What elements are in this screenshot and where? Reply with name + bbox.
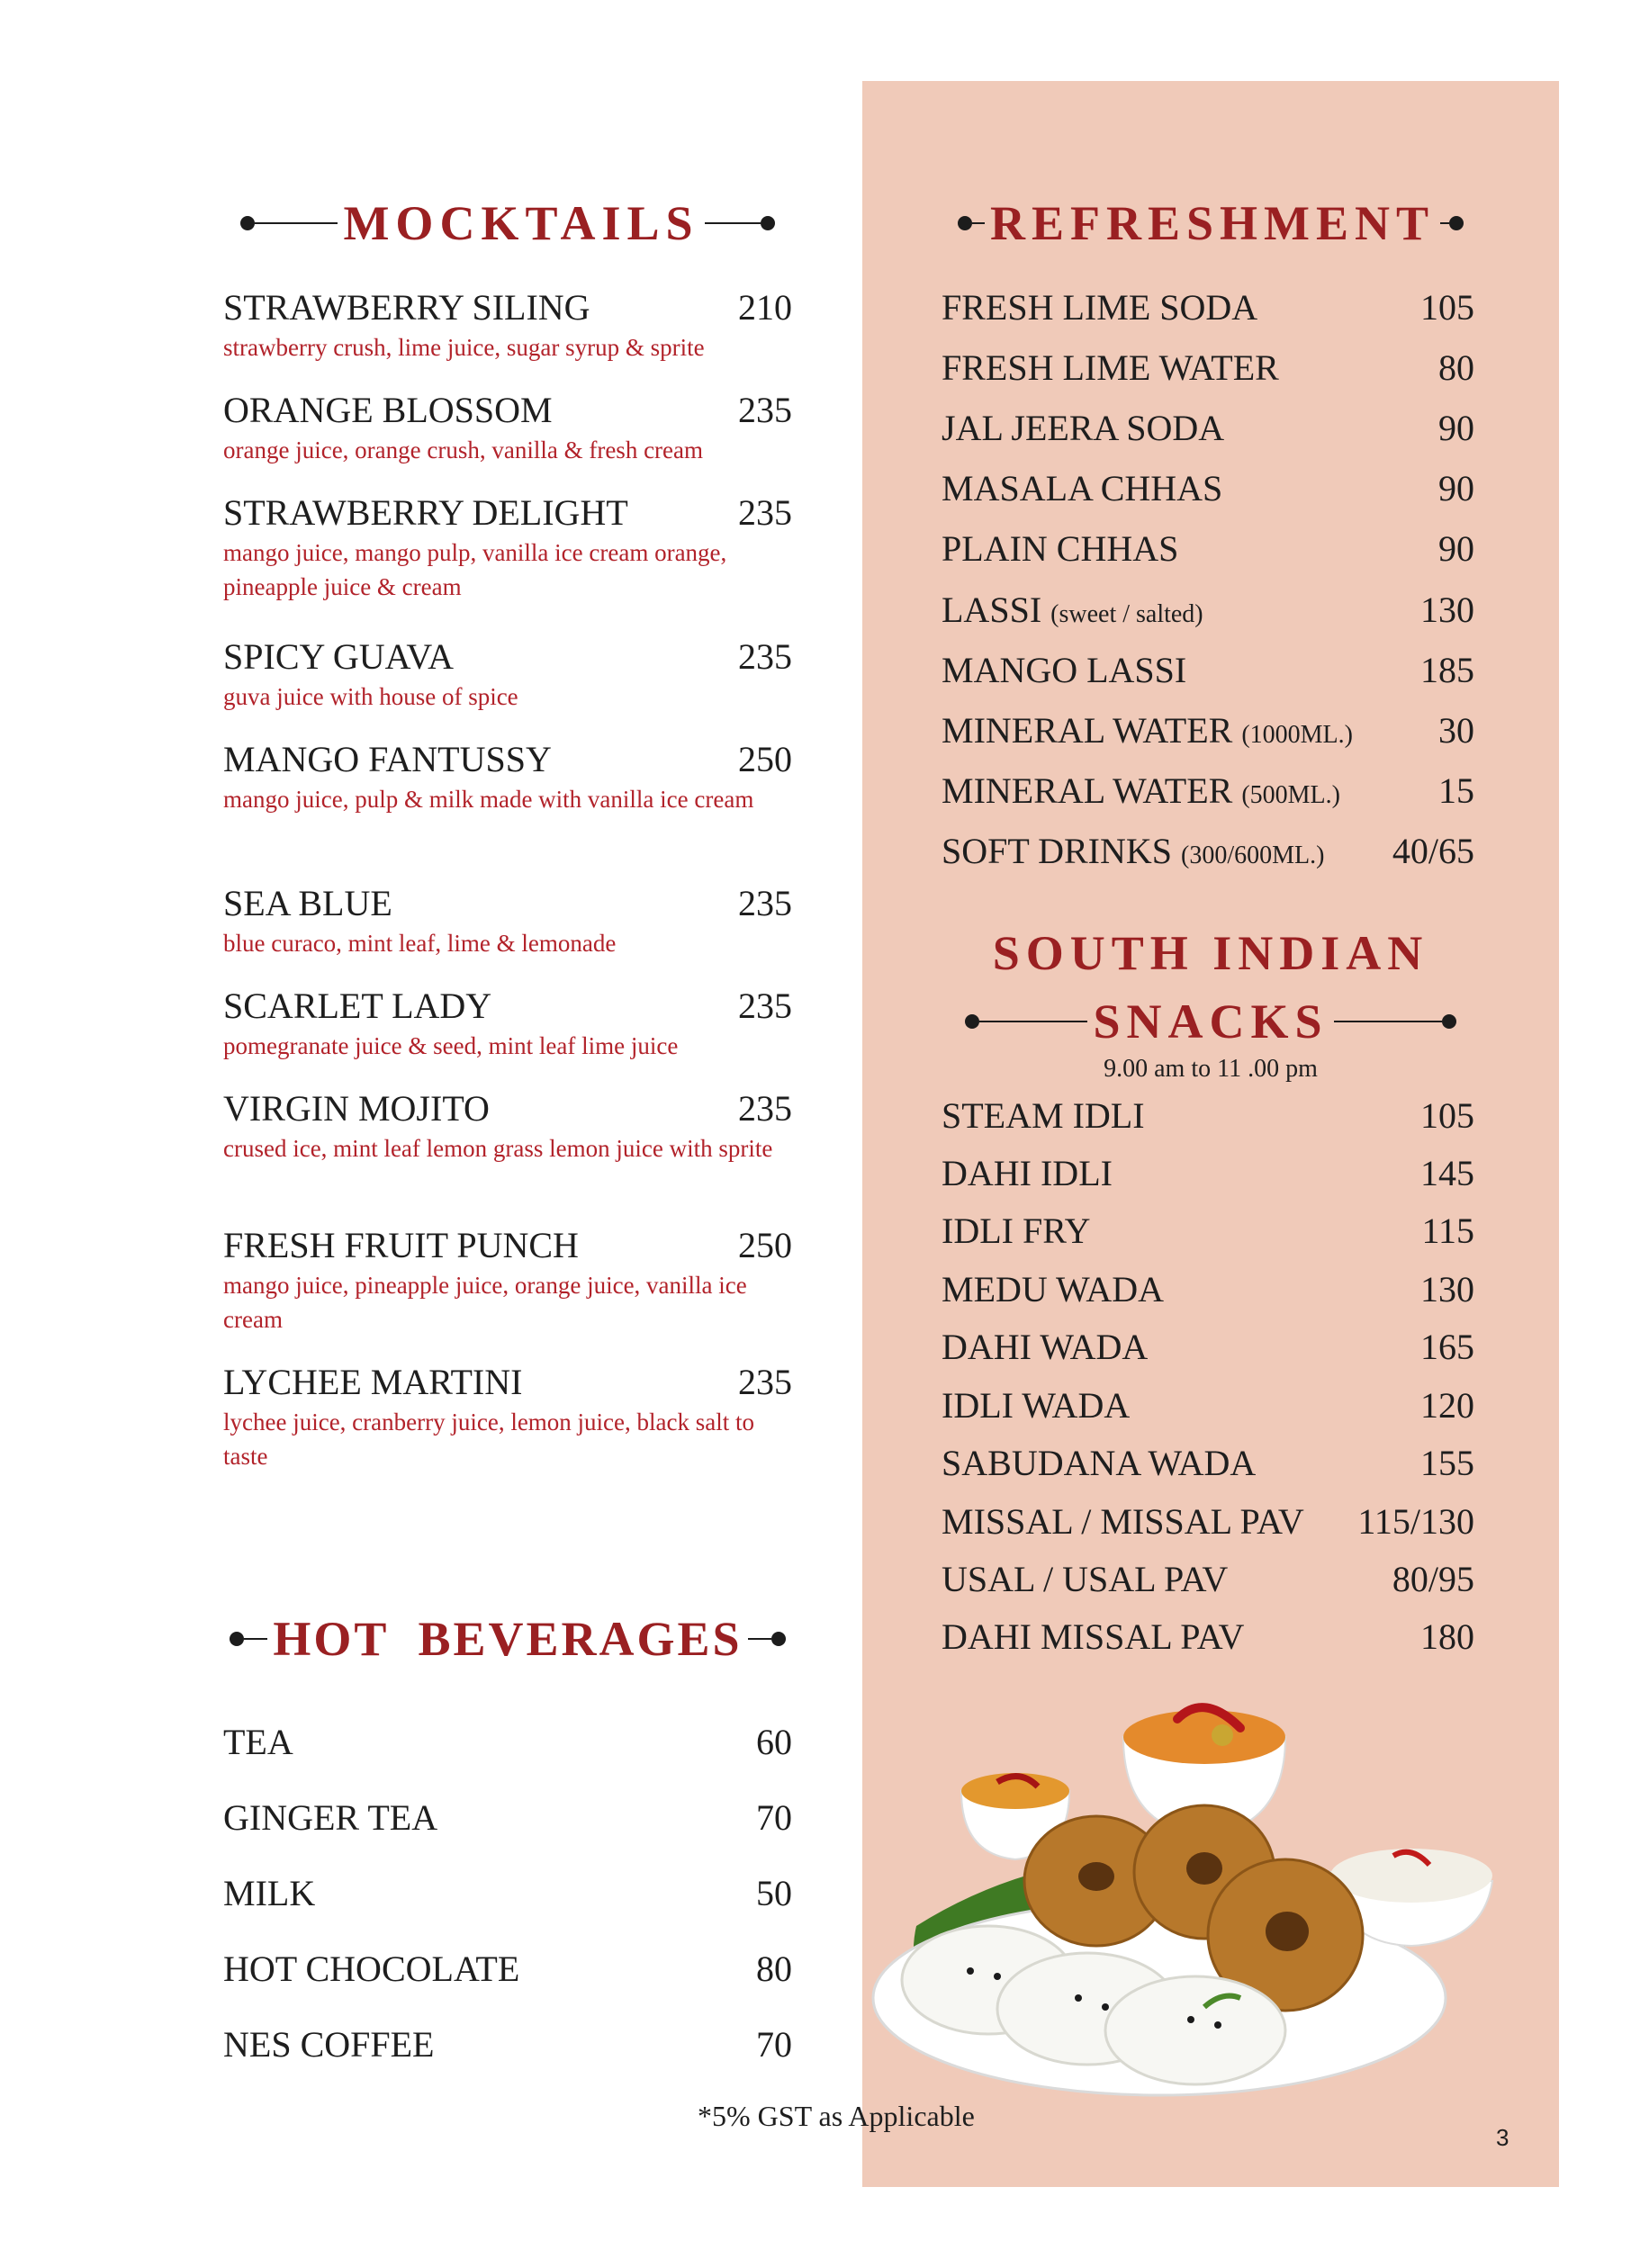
hot-beverages-list [223,1721,792,2099]
item-price: 235 [738,1362,792,1402]
item-price: 235 [738,636,792,677]
item-price: 155 [1420,1443,1474,1483]
item-name: DAHI WADA [942,1327,1149,1367]
header-rule-left [979,1021,1087,1022]
item-price: 250 [738,739,792,779]
south-indian-header-line2 [936,994,1485,1049]
list-item [942,1094,1474,1137]
header-dot-left [230,1632,244,1646]
item-name: HOT CHOCOLATE [223,1948,520,1989]
list-item [942,407,1474,449]
header-dot-right [1442,1014,1456,1029]
list-item [942,1210,1474,1252]
item-name: VIRGIN MOJITO [223,1088,490,1129]
south-indian-list [942,1094,1474,1657]
item-name: LASSI [942,590,1042,630]
header-rule-right [705,222,761,224]
item-description: mango juice, mango pulp, vanilla ice cream orange, pineapple juice & cream [223,539,727,600]
list-item [942,1152,1474,1194]
list-item [942,709,1474,752]
item-name: STRAWBERRY SILING [223,287,590,328]
item-name: MILK [223,1873,316,1913]
item-price: 70 [756,2024,792,2065]
header-dot-right [771,1632,786,1646]
item-price: 80/95 [1392,1559,1474,1599]
header-dot-left [958,216,972,230]
item-name: SABUDANA WADA [942,1443,1257,1483]
idli-wada-plate-illustration [862,1656,1559,2106]
item-price: 90 [1438,408,1474,448]
item-price: 15 [1438,770,1474,811]
list-item [942,1326,1474,1368]
mocktails-item-9 [223,1361,792,1473]
mocktails-item-0 [223,286,792,364]
list-item [942,1384,1474,1426]
item-name: FRESH LIME SODA [942,287,1258,328]
header-dot-left [965,1014,979,1029]
list-item [223,2023,792,2066]
gst-footnote: *5% GST as Applicable [698,2100,975,2132]
item-name: NES COFFEE [223,2024,435,2065]
item-price: 235 [738,883,792,923]
header-dot-left [240,216,255,230]
item-name: IDLI FRY [942,1210,1091,1251]
header-rule-right [748,1638,771,1640]
header-rule-left [972,222,985,224]
item-name: SEA BLUE [223,883,392,923]
mocktails-item-2 [223,491,792,604]
list-item [223,1872,792,1914]
item-name: MANGO LASSI [942,650,1187,690]
header-rule-left [255,222,338,224]
item-price: 130 [1420,1269,1474,1310]
header-rule-right [1334,1021,1442,1022]
item-description: mango juice, pineapple juice, orange juice, vanilla ice cream [223,1272,747,1333]
item-description: mango juice, pulp & milk made with vanilla ice cream [223,786,754,813]
list-item [942,830,1474,872]
south-indian-timing: 9.00 am to 11 .00 pm [1104,1055,1318,1083]
mocktails-item-4 [223,738,792,816]
list-item [942,649,1474,691]
mocktails-item-8 [223,1224,792,1336]
list-item [942,1500,1474,1543]
mocktails-item-3 [223,635,792,714]
item-description: guva juice with house of spice [223,683,518,710]
item-name: DAHI MISSAL PAV [942,1616,1245,1657]
item-price: 145 [1420,1153,1474,1193]
mocktails-item-6 [223,985,792,1063]
item-price: 50 [756,1873,792,1913]
list-item [942,589,1474,631]
item-price: 105 [1420,1095,1474,1136]
item-qualifier: (sweet / salted) [1050,600,1203,628]
list-item [223,1721,792,1763]
item-price: 210 [738,287,792,328]
item-description: orange juice, orange crush, vanilla & fresh cream [223,436,704,464]
item-name: MISSAL / MISSAL PAV [942,1501,1304,1542]
header-rule-right [1440,222,1449,224]
list-item [942,770,1474,812]
item-name: MASALA CHHAS [942,468,1223,508]
item-name: SOFT DRINKS [942,831,1172,871]
item-price: 165 [1420,1327,1474,1367]
item-description: pomegranate juice & seed, mint leaf lime juice [223,1032,679,1059]
item-name: SPICY GUAVA [223,636,455,677]
list-item [942,346,1474,389]
item-price: 115/130 [1357,1501,1474,1542]
hot-beverages-header [223,1611,792,1667]
item-price: 235 [738,390,792,430]
item-name: STEAM IDLI [942,1095,1145,1136]
item-price: 235 [738,492,792,533]
refreshment-list [942,286,1474,880]
item-description: strawberry crush, lime juice, sugar syrup & sprite [223,334,705,361]
item-description: lychee juice, cranberry juice, lemon juice, black salt to taste [223,1408,754,1470]
item-price: 105 [1420,287,1474,328]
item-name: MANGO FANTUSSY [223,739,552,779]
item-name: SCARLET LADY [223,986,492,1026]
item-name: USAL / USAL PAV [942,1559,1229,1599]
item-name: DAHI IDLI [942,1153,1113,1193]
item-name: GINGER TEA [223,1797,438,1838]
south-indian-title-line1: SOUTH INDIAN [992,926,1429,980]
item-price: 40/65 [1392,831,1474,871]
item-qualifier: (1000ML.) [1241,721,1353,749]
item-name: MINERAL WATER [942,770,1233,811]
item-name: FRESH FRUIT PUNCH [223,1225,579,1265]
header-rule-left [244,1638,267,1640]
list-item [942,527,1474,570]
item-price: 120 [1420,1385,1474,1426]
list-item [223,1796,792,1839]
item-qualifier: (300/600ML.) [1181,842,1325,869]
item-price: 90 [1438,468,1474,508]
list-item [942,1558,1474,1600]
item-name: STRAWBERRY DELIGHT [223,492,628,533]
list-item [942,286,1474,328]
item-name: MEDU WADA [942,1269,1165,1310]
hot-beverages-title: HOT BEVERAGES [273,1612,743,1666]
south-indian-title-line2: SNACKS [1093,994,1329,1048]
mocktails-item-7 [223,1087,792,1166]
refreshment-title: REFRESHMENT [989,196,1436,250]
page-number: 3 [1496,2124,1509,2151]
item-price: 250 [738,1225,792,1265]
item-price: 185 [1420,650,1474,690]
header-dot-right [1449,216,1464,230]
item-qualifier: (500ML.) [1241,781,1340,809]
item-price: 80 [1438,347,1474,388]
mocktails-header [223,196,792,250]
item-price: 130 [1420,590,1474,630]
item-price: 60 [756,1722,792,1762]
item-price: 30 [1438,710,1474,751]
item-name: ORANGE BLOSSOM [223,390,553,430]
item-name: PLAIN CHHAS [942,528,1179,569]
list-item [942,1616,1474,1658]
item-price: 70 [756,1797,792,1838]
item-price: 115 [1421,1210,1474,1251]
mocktails-title: MOCKTAILS [343,196,699,250]
list-item [942,1268,1474,1310]
list-item [942,467,1474,509]
item-price: 235 [738,986,792,1026]
item-name: MINERAL WATER [942,710,1233,751]
refreshment-header [936,196,1485,250]
item-name: IDLI WADA [942,1385,1131,1426]
item-price: 235 [738,1088,792,1129]
south-indian-header-line1 [936,925,1485,981]
list-item [223,1948,792,1990]
mocktails-item-5 [223,882,792,960]
item-description: blue curaco, mint leaf, lime & lemonade [223,930,617,957]
item-price: 80 [756,1948,792,1989]
item-name: TEA [223,1722,293,1762]
item-price: 180 [1420,1616,1474,1657]
item-description: crused ice, mint leaf lemon grass lemon juice with sprite [223,1135,773,1162]
item-name: LYCHEE MARTINI [223,1362,523,1402]
list-item [942,1442,1474,1484]
mocktails-item-1 [223,389,792,467]
item-price: 90 [1438,528,1474,569]
header-dot-right [761,216,775,230]
item-name: JAL JEERA SODA [942,408,1225,448]
item-name: FRESH LIME WATER [942,347,1279,388]
